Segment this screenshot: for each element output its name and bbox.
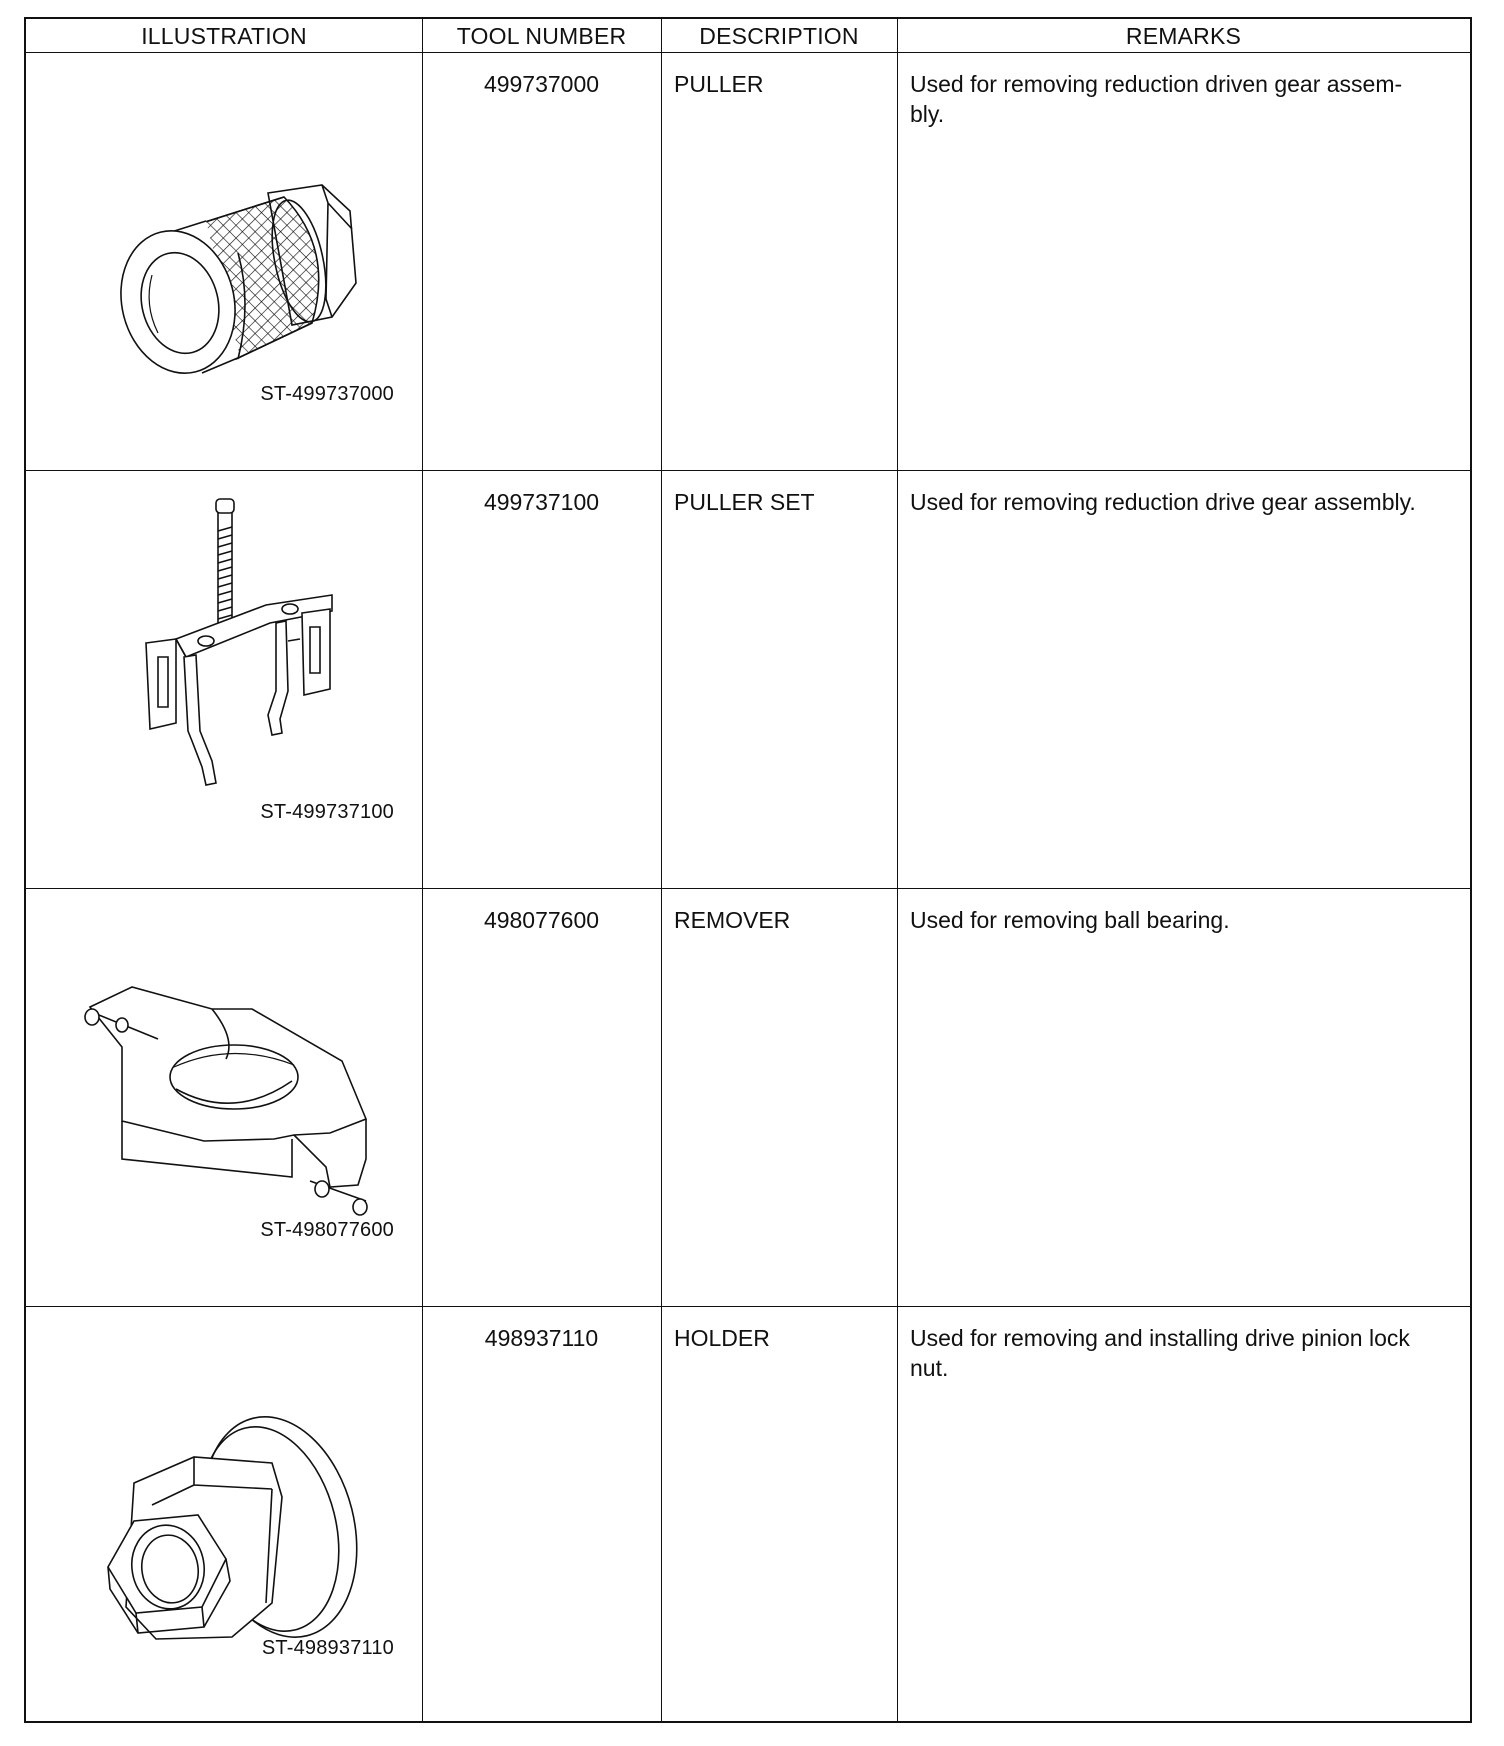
- tool-description: REMOVER: [674, 907, 791, 933]
- illustration-cell: [26, 889, 422, 1307]
- bearing-remover-icon: [26, 889, 422, 1307]
- gear-puller-icon: [26, 471, 422, 889]
- tool-remarks: [910, 69, 1470, 129]
- tool-number: 499737000: [483, 71, 600, 97]
- illustration-code: ST-498077600: [260, 1219, 394, 1241]
- remarks-line: bly.: [910, 101, 945, 127]
- table-row: [26, 889, 1470, 1307]
- table-row: [26, 471, 1470, 889]
- special-tools-table: [24, 17, 1472, 1723]
- remarks-line: Used for removing reduction drive gear assembly.: [910, 489, 1416, 515]
- tool-description: PULLER: [674, 71, 764, 97]
- header-illustration: ILLUSTRATION: [141, 23, 307, 49]
- illustration-code: ST-499737000: [260, 383, 394, 405]
- knurled-socket-icon: [26, 53, 422, 471]
- remarks-line: Used for removing reduction driven gear assem-: [910, 71, 1403, 97]
- table-row: [26, 53, 1470, 471]
- table-header: [26, 19, 1470, 53]
- illustration-cell: [26, 1307, 422, 1721]
- remarks-line: nut.: [910, 1355, 949, 1381]
- tool-description: PULLER SET: [674, 489, 815, 515]
- illustration-cell: [26, 53, 422, 471]
- table-row: [26, 1307, 1470, 1721]
- tool-number: 498937110: [484, 1325, 599, 1351]
- header-tool-number: TOOL NUMBER: [456, 23, 627, 49]
- tool-description: HOLDER: [674, 1325, 770, 1351]
- header-remarks: REMARKS: [1125, 23, 1242, 49]
- remarks-line: Used for removing ball bearing.: [910, 907, 1230, 933]
- illustration-code: ST-499737100: [260, 801, 394, 823]
- tool-number: 499737100: [483, 489, 600, 515]
- illustration-cell: [26, 471, 422, 889]
- tool-remarks: [910, 487, 1470, 517]
- remarks-line: Used for removing and installing drive pinion lock: [910, 1325, 1410, 1351]
- illustration-code: ST-498937110: [261, 1637, 394, 1659]
- tool-number: 498077600: [483, 907, 600, 933]
- tool-remarks: [910, 1323, 1470, 1383]
- tool-remarks: [910, 905, 1470, 935]
- header-description: DESCRIPTION: [699, 23, 859, 49]
